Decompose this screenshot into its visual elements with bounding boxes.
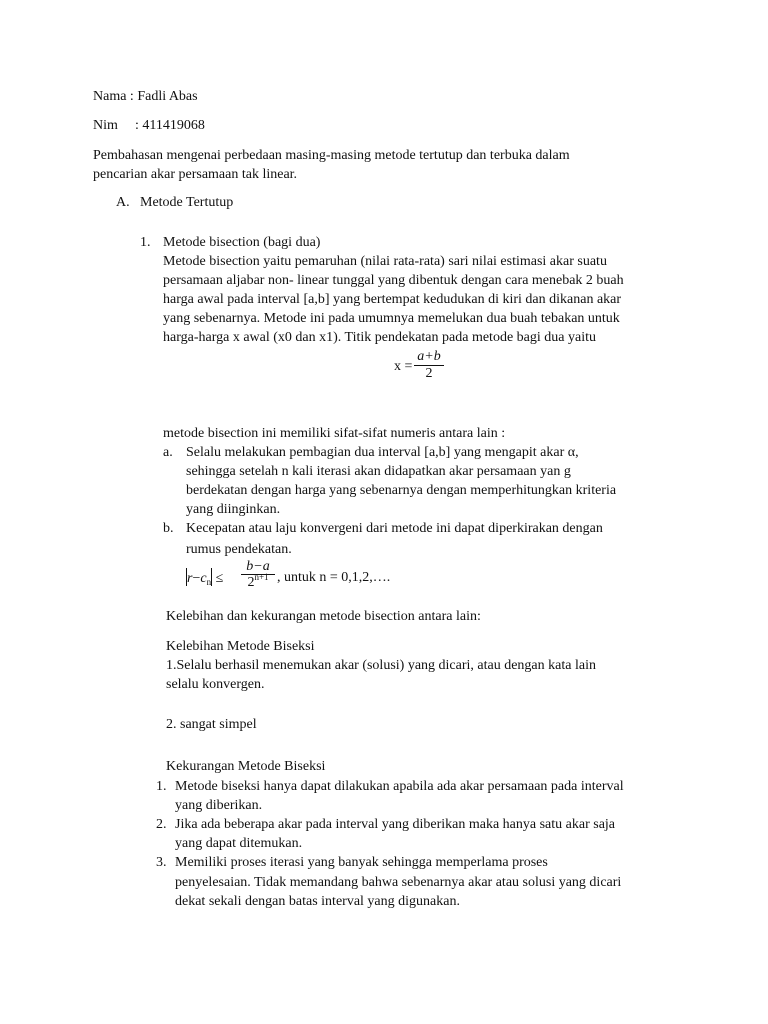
cons-item-1-line-1: Metode biseksi hanya dapat dilakukan apabila ada akar persamaan pada interval: [175, 779, 624, 794]
property-a-line-4: yang diinginkan.: [186, 502, 281, 517]
student-name: Nama : Fadli Abas: [93, 89, 198, 104]
properties-intro: metode bisection ini memiliki sifat-sifat numeris antara lain :: [163, 426, 506, 441]
property-b-marker: b.: [163, 521, 174, 536]
cons-item-3-line-3: dekat sekali dengan batas interval yang digunakan.: [175, 894, 460, 909]
formula-c-subscript: n: [206, 577, 212, 587]
property-a-line-3: berdekatan dengan harga yang sebenarnya dengan memperhitungkan kriteria: [186, 483, 617, 498]
formula-midpoint-numerator: a+b: [417, 349, 441, 364]
item-1-body-line-1: Metode bisection yaitu pemaruhan (nilai rata-rata) sari nilai estimasi akar suatu: [163, 254, 607, 269]
cons-item-1-line-2: yang diberikan.: [175, 798, 263, 813]
property-b-line-1: Kecepatan atau laju konvergeni dari metode ini dapat diperkirakan dengan: [186, 521, 603, 536]
cons-item-1-marker: 1.: [156, 779, 167, 794]
student-nim-label: Nim: [93, 118, 118, 133]
formula-r: r: [187, 571, 193, 586]
formula-error-bound-lhs: [186, 568, 223, 589]
formula-leq: ≤: [215, 571, 224, 586]
formula-error-bound-fraction: [241, 559, 275, 591]
property-b-line-2: rumus pendekatan.: [186, 542, 292, 557]
item-1-body-line-5: harga-harga x awal (x0 dan x1). Titik pendekatan pada metode bagi dua yaitu: [163, 330, 596, 345]
formula-midpoint-denominator: 2: [425, 366, 433, 381]
student-nim-value: : 411419068: [135, 118, 205, 133]
cons-item-2-line-1: Jika ada beberapa akar pada interval yang diberikan maka hanya satu akar saja: [175, 817, 616, 832]
item-1-body-line-3: harga awal pada interval [a,b] yang bertempat kedudukan di kiri dan dikanan akar: [163, 292, 622, 307]
formula-midpoint-lhs: x =: [394, 359, 413, 374]
cons-title: Kekurangan Metode Biseksi: [166, 759, 326, 774]
item-1-body-line-4: yang sebenarnya. Metode ini pada umumnya memelukan dua buah tebakan untuk: [163, 311, 620, 326]
item-1-body-line-2: persamaan aljabar non- linear tunggal yang dibentuk dengan cara menebak 2 buah: [163, 273, 624, 288]
pros-cons-intro: Kelebihan dan kekurangan metode bisection antara lain:: [166, 609, 481, 624]
intro-line-2: pencarian akar persamaan tak linear.: [93, 167, 298, 182]
formula-midpoint-fraction: [414, 349, 444, 382]
property-a-line-1: Selalu melakukan pembagian dua interval [a,b] yang mengapit akar α,: [186, 445, 579, 460]
cons-item-2-marker: 2.: [156, 817, 167, 832]
cons-item-3-line-2: penyelesaian. Tidak memandang bahwa sebenarnya akar atau solusi yang dicari: [175, 875, 622, 890]
formula-error-numerator: b−a: [246, 559, 270, 574]
abs-bar-right: [211, 568, 212, 586]
intro-line-1: Pembahasan mengenai perbedaan masing-masing metode tertutup dan terbuka dalam: [93, 148, 570, 163]
formula-den-exponent: n+1: [254, 572, 269, 582]
property-a-marker: a.: [163, 445, 173, 460]
item-1-marker: 1.: [140, 235, 151, 250]
formula-den-base: 2: [247, 575, 255, 590]
cons-item-2-line-2: yang dapat ditemukan.: [175, 836, 303, 851]
formula-c: c: [200, 571, 207, 586]
item-1-title: Metode bisection (bagi dua): [163, 235, 321, 250]
pros-item-1-line-2: selalu konvergen.: [166, 677, 265, 692]
formula-minus: −: [192, 571, 201, 586]
property-a-line-2: sehingga setelah n kali iterasi akan didapatkan akar persamaan yan g: [186, 464, 571, 479]
cons-item-3-line-1: Memiliki proses iterasi yang banyak sehingga memperlama proses: [175, 855, 548, 870]
formula-error-denominator: [241, 572, 275, 591]
section-a-marker: A.: [116, 195, 130, 210]
pros-item-1-line-1: 1.Selalu berhasil menemukan akar (solusi) yang dicari, atau dengan kata lain: [166, 658, 596, 673]
pros-item-2: 2. sangat simpel: [166, 717, 257, 732]
cons-item-3-marker: 3.: [156, 855, 167, 870]
formula-error-suffix: , untuk n = 0,1,2,….: [277, 570, 391, 585]
pros-title: Kelebihan Metode Biseksi: [166, 639, 315, 654]
section-a-title: Metode Tertutup: [140, 195, 234, 210]
